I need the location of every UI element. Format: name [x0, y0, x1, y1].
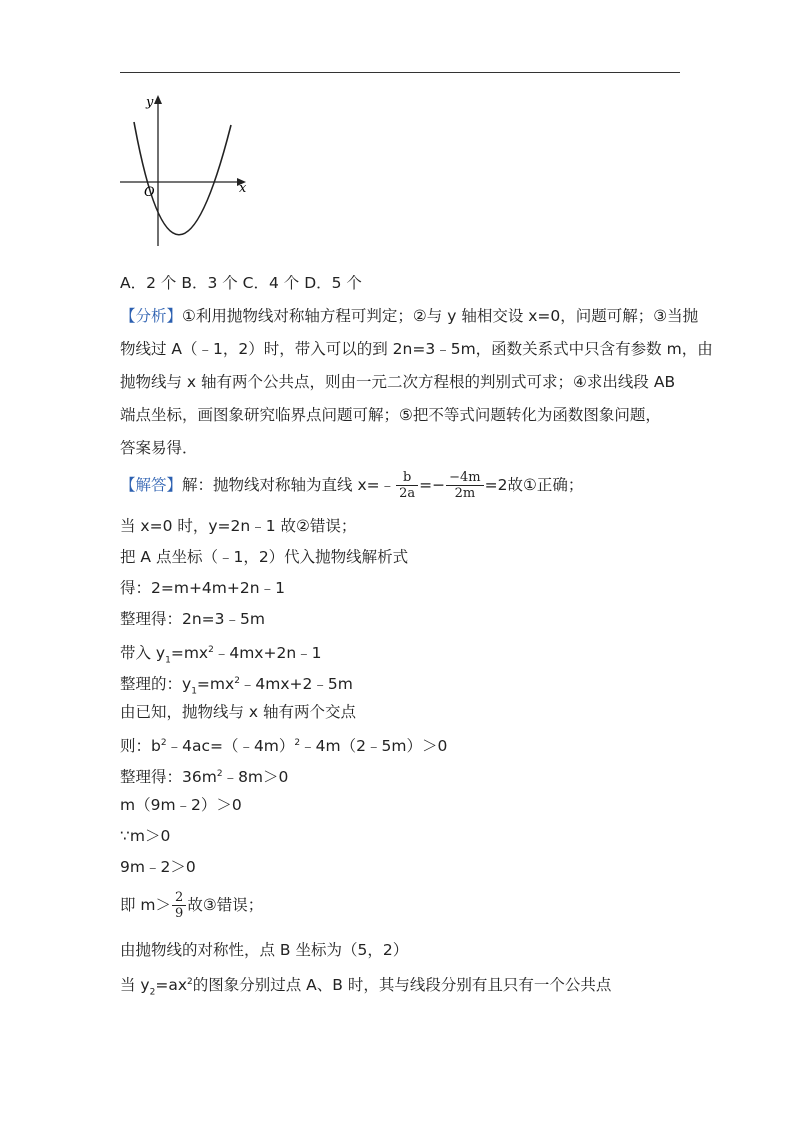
- fraction-denominator: 9: [175, 906, 184, 921]
- header-rule: [120, 72, 680, 73]
- solution-line-13: 9m﹣2＞0: [120, 858, 196, 876]
- fraction-numerator: 2: [172, 890, 186, 906]
- solution-line-4: 得：2=m+4m+2n﹣1: [120, 579, 285, 597]
- analysis-text-1: ①利用抛物线对称轴方程可判定；②与 y 轴相交设 x=0，问题可解；③当抛: [182, 307, 699, 325]
- text: 的图象分别过点 A、B 时，其与线段分别有且只有一个公共点: [192, 976, 612, 995]
- text: =mx: [196, 675, 235, 694]
- text: 整理得：36m: [120, 768, 217, 787]
- superscript: 2: [234, 676, 240, 686]
- origin-label: O: [144, 185, 155, 200]
- text: 故③错误；: [187, 896, 264, 914]
- x-axis-label: x: [239, 181, 247, 196]
- solution-line-1: [120, 470, 583, 501]
- fraction-denominator: 2a: [399, 486, 416, 501]
- parabola-graph: [118, 92, 250, 248]
- solution-line-9: [120, 733, 447, 756]
- solution-line-2: 当 x=0 时，y=2n﹣1 故②错误；: [120, 517, 357, 535]
- fraction-numerator: b: [396, 470, 418, 486]
- analysis-line-2: 物线过 A（﹣1，2）时，带入可以的到 2n=3﹣5m，函数关系式中只含有参数 m，由: [120, 340, 713, 358]
- analysis-line-4: 端点坐标，画图象研究临界点问题可解；⑤把不等式问题转化为函数图象问题，: [120, 406, 661, 424]
- answer-options: A．2 个 B．3 个 C．4 个 D．5 个: [120, 274, 362, 292]
- analysis-line-5: 答案易得．: [120, 439, 198, 457]
- fraction-b-over-2a: [396, 470, 418, 501]
- fraction-2-over-9: [172, 890, 186, 921]
- solution-line-6: [120, 640, 322, 670]
- y-axis-arrow-icon: [154, 95, 162, 104]
- text: =ax: [155, 976, 188, 995]
- text: ﹣4mx+2n﹣1: [213, 644, 322, 663]
- superscript: 2: [160, 738, 167, 748]
- fraction-denominator: 2m: [454, 486, 476, 501]
- text: ﹣4mx+2﹣5m: [239, 675, 353, 694]
- solution-line-5: 整理得：2n=3﹣5m: [120, 610, 265, 628]
- fraction-neg4m-over-2m: [446, 470, 484, 501]
- text: 即 m＞: [120, 896, 172, 914]
- equals-sign: =: [419, 476, 433, 494]
- text: ﹣4ac=（﹣4m）: [166, 737, 295, 756]
- fraction-numerator: −4m: [446, 470, 484, 486]
- solution-tag: 【解答】: [120, 476, 183, 494]
- analysis-line-3: 抛物线与 x 轴有两个公共点，则由一元二次方程根的判别式可求；④求出线段 AB: [120, 373, 676, 391]
- solution-line-10: [120, 764, 288, 787]
- minus-sign: −: [432, 476, 446, 494]
- superscript: 2: [216, 769, 223, 779]
- solution-line-15: 由抛物线的对称性，点 B 坐标为（5，2）: [120, 941, 409, 959]
- text: 当 y: [120, 976, 150, 995]
- solution-suffix: =2故①正确；: [484, 476, 584, 494]
- subscript: 1: [191, 686, 197, 697]
- analysis-tag: 【分析】: [120, 307, 183, 325]
- solution-line-14: [120, 890, 263, 921]
- solution-line-7: [120, 671, 353, 701]
- subscript: 2: [149, 987, 156, 998]
- solution-line-3: 把 A 点坐标（﹣1，2）代入抛物线解析式: [120, 548, 409, 566]
- y-axis-label: y: [146, 95, 154, 110]
- text: 整理的：y: [120, 675, 192, 694]
- subscript: 1: [165, 655, 171, 666]
- text: ﹣8m＞0: [222, 768, 289, 787]
- text: ﹣4m（2﹣5m）＞0: [300, 737, 448, 756]
- text: 则：b: [120, 737, 161, 756]
- solution-line-12: ∵m＞0: [120, 827, 171, 845]
- solution-line-16: [120, 972, 611, 1002]
- superscript: 2: [294, 738, 301, 748]
- solution-line-11: m（9m﹣2）＞0: [120, 796, 242, 814]
- text: =mx: [170, 644, 209, 663]
- text: 带入 y: [120, 644, 166, 663]
- analysis-line-1: [120, 306, 698, 326]
- parabola-curve: [134, 122, 231, 235]
- superscript: 2: [208, 645, 214, 655]
- solution-line-8: 由已知，抛物线与 x 轴有两个交点: [120, 703, 357, 721]
- solution-prefix: 解：抛物线对称轴为直线 x=﹣: [182, 476, 396, 494]
- superscript: 2: [187, 977, 193, 987]
